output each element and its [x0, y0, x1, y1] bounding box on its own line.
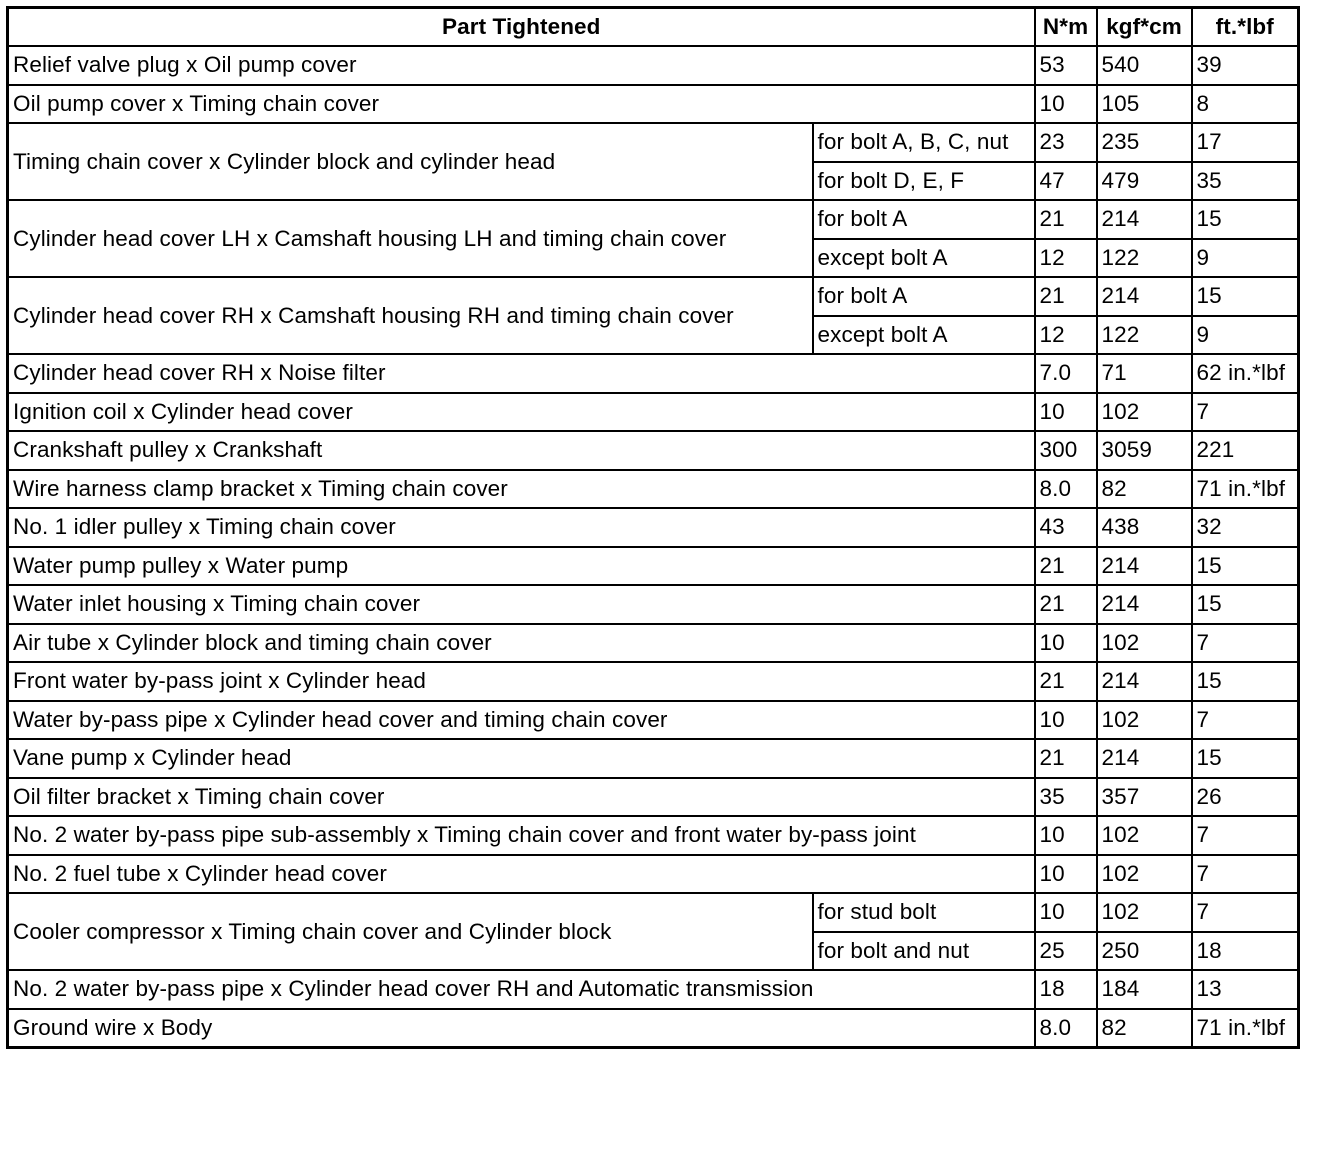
kgf-cm-cell: 122	[1097, 316, 1192, 355]
nm-cell: 10	[1035, 85, 1097, 124]
table-row	[8, 816, 1299, 855]
ft-lbf-cell: 71 in.*lbf	[1192, 1009, 1299, 1048]
part-cell: No. 1 idler pulley x Timing chain cover	[8, 508, 1035, 547]
part-cell: Cooler compressor x Timing chain cover and Cylinder block	[8, 893, 813, 970]
ft-lbf-cell: 15	[1192, 739, 1299, 778]
kgf-cm-cell: 214	[1097, 200, 1192, 239]
ft-lbf-cell: 17	[1192, 123, 1299, 162]
ft-lbf-cell: 35	[1192, 162, 1299, 201]
part-cell: Vane pump x Cylinder head	[8, 739, 1035, 778]
condition-cell: except bolt A	[813, 239, 1035, 278]
header-kgf-cm: kgf*cm	[1097, 8, 1192, 47]
nm-cell: 21	[1035, 585, 1097, 624]
ft-lbf-cell: 7	[1192, 624, 1299, 663]
table-header-row	[8, 8, 1299, 47]
table-row	[8, 585, 1299, 624]
nm-cell: 21	[1035, 662, 1097, 701]
table-row	[8, 778, 1299, 817]
table-row	[8, 431, 1299, 470]
ft-lbf-cell: 15	[1192, 662, 1299, 701]
nm-cell: 43	[1035, 508, 1097, 547]
nm-cell: 23	[1035, 123, 1097, 162]
table-row	[8, 662, 1299, 701]
torque-specification-table	[6, 6, 1300, 1049]
part-cell: Air tube x Cylinder block and timing chain cover	[8, 624, 1035, 663]
condition-cell: for bolt and nut	[813, 932, 1035, 971]
ft-lbf-cell: 32	[1192, 508, 1299, 547]
ft-lbf-cell: 26	[1192, 778, 1299, 817]
ft-lbf-cell: 15	[1192, 277, 1299, 316]
nm-cell: 8.0	[1035, 470, 1097, 509]
kgf-cm-cell: 214	[1097, 585, 1192, 624]
kgf-cm-cell: 214	[1097, 277, 1192, 316]
nm-cell: 8.0	[1035, 1009, 1097, 1048]
part-cell: No. 2 fuel tube x Cylinder head cover	[8, 855, 1035, 894]
nm-cell: 18	[1035, 970, 1097, 1009]
kgf-cm-cell: 479	[1097, 162, 1192, 201]
kgf-cm-cell: 438	[1097, 508, 1192, 547]
nm-cell: 7.0	[1035, 354, 1097, 393]
kgf-cm-cell: 184	[1097, 970, 1192, 1009]
part-cell: Water by-pass pipe x Cylinder head cover and timing chain cover	[8, 701, 1035, 740]
part-cell: No. 2 water by-pass pipe x Cylinder head cover RH and Automatic transmission	[8, 970, 1035, 1009]
condition-cell: for bolt A	[813, 277, 1035, 316]
table-body	[8, 46, 1299, 1047]
part-cell: Front water by-pass joint x Cylinder head	[8, 662, 1035, 701]
kgf-cm-cell: 122	[1097, 239, 1192, 278]
part-cell: Wire harness clamp bracket x Timing chain cover	[8, 470, 1035, 509]
nm-cell: 12	[1035, 316, 1097, 355]
ft-lbf-cell: 15	[1192, 547, 1299, 586]
nm-cell: 10	[1035, 393, 1097, 432]
kgf-cm-cell: 540	[1097, 46, 1192, 85]
ft-lbf-cell: 9	[1192, 316, 1299, 355]
table-row	[8, 470, 1299, 509]
ft-lbf-cell: 71 in.*lbf	[1192, 470, 1299, 509]
condition-cell: for bolt A	[813, 200, 1035, 239]
part-cell: Oil pump cover x Timing chain cover	[8, 85, 1035, 124]
nm-cell: 21	[1035, 739, 1097, 778]
nm-cell: 12	[1035, 239, 1097, 278]
kgf-cm-cell: 250	[1097, 932, 1192, 971]
table-row	[8, 354, 1299, 393]
ft-lbf-cell: 9	[1192, 239, 1299, 278]
nm-cell: 10	[1035, 624, 1097, 663]
ft-lbf-cell: 221	[1192, 431, 1299, 470]
table-row	[8, 1009, 1299, 1048]
kgf-cm-cell: 3059	[1097, 431, 1192, 470]
ft-lbf-cell: 15	[1192, 200, 1299, 239]
ft-lbf-cell: 7	[1192, 855, 1299, 894]
nm-cell: 10	[1035, 893, 1097, 932]
ft-lbf-cell: 18	[1192, 932, 1299, 971]
table-row	[8, 893, 1299, 932]
condition-cell: for stud bolt	[813, 893, 1035, 932]
ft-lbf-cell: 7	[1192, 816, 1299, 855]
kgf-cm-cell: 102	[1097, 893, 1192, 932]
header-nm: N*m	[1035, 8, 1097, 47]
kgf-cm-cell: 214	[1097, 662, 1192, 701]
table-row	[8, 277, 1299, 316]
nm-cell: 10	[1035, 816, 1097, 855]
part-cell: Water pump pulley x Water pump	[8, 547, 1035, 586]
part-cell: Oil filter bracket x Timing chain cover	[8, 778, 1035, 817]
kgf-cm-cell: 214	[1097, 547, 1192, 586]
part-cell: Timing chain cover x Cylinder block and cylinder head	[8, 123, 813, 200]
kgf-cm-cell: 102	[1097, 855, 1192, 894]
table-row	[8, 701, 1299, 740]
ft-lbf-cell: 39	[1192, 46, 1299, 85]
table-row	[8, 200, 1299, 239]
part-cell: Cylinder head cover RH x Camshaft housing RH and timing chain cover	[8, 277, 813, 354]
kgf-cm-cell: 235	[1097, 123, 1192, 162]
header-ft-lbf: ft.*lbf	[1192, 8, 1299, 47]
table-row	[8, 85, 1299, 124]
part-cell: No. 2 water by-pass pipe sub-assembly x Timing chain cover and front water by-pass joint	[8, 816, 1035, 855]
ft-lbf-cell: 7	[1192, 893, 1299, 932]
header-part-tightened: Part Tightened	[8, 8, 1035, 47]
kgf-cm-cell: 82	[1097, 470, 1192, 509]
kgf-cm-cell: 71	[1097, 354, 1192, 393]
table-row	[8, 739, 1299, 778]
kgf-cm-cell: 102	[1097, 624, 1192, 663]
part-cell: Cylinder head cover RH x Noise filter	[8, 354, 1035, 393]
nm-cell: 10	[1035, 701, 1097, 740]
ft-lbf-cell: 15	[1192, 585, 1299, 624]
ft-lbf-cell: 7	[1192, 393, 1299, 432]
kgf-cm-cell: 102	[1097, 816, 1192, 855]
table-row	[8, 855, 1299, 894]
nm-cell: 21	[1035, 277, 1097, 316]
table-row	[8, 393, 1299, 432]
table-row	[8, 46, 1299, 85]
kgf-cm-cell: 102	[1097, 393, 1192, 432]
nm-cell: 47	[1035, 162, 1097, 201]
nm-cell: 300	[1035, 431, 1097, 470]
table-row	[8, 547, 1299, 586]
part-cell: Cylinder head cover LH x Camshaft housing LH and timing chain cover	[8, 200, 813, 277]
nm-cell: 35	[1035, 778, 1097, 817]
nm-cell: 53	[1035, 46, 1097, 85]
table-row	[8, 970, 1299, 1009]
nm-cell: 10	[1035, 855, 1097, 894]
kgf-cm-cell: 357	[1097, 778, 1192, 817]
part-cell: Relief valve plug x Oil pump cover	[8, 46, 1035, 85]
condition-cell: for bolt D, E, F	[813, 162, 1035, 201]
part-cell: Water inlet housing x Timing chain cover	[8, 585, 1035, 624]
part-cell: Ignition coil x Cylinder head cover	[8, 393, 1035, 432]
nm-cell: 21	[1035, 547, 1097, 586]
ft-lbf-cell: 62 in.*lbf	[1192, 354, 1299, 393]
condition-cell: for bolt A, B, C, nut	[813, 123, 1035, 162]
condition-cell: except bolt A	[813, 316, 1035, 355]
part-cell: Ground wire x Body	[8, 1009, 1035, 1048]
table-row	[8, 123, 1299, 162]
nm-cell: 25	[1035, 932, 1097, 971]
table-row	[8, 624, 1299, 663]
kgf-cm-cell: 214	[1097, 739, 1192, 778]
table-row	[8, 508, 1299, 547]
ft-lbf-cell: 7	[1192, 701, 1299, 740]
kgf-cm-cell: 102	[1097, 701, 1192, 740]
nm-cell: 21	[1035, 200, 1097, 239]
ft-lbf-cell: 13	[1192, 970, 1299, 1009]
kgf-cm-cell: 82	[1097, 1009, 1192, 1048]
kgf-cm-cell: 105	[1097, 85, 1192, 124]
ft-lbf-cell: 8	[1192, 85, 1299, 124]
part-cell: Crankshaft pulley x Crankshaft	[8, 431, 1035, 470]
